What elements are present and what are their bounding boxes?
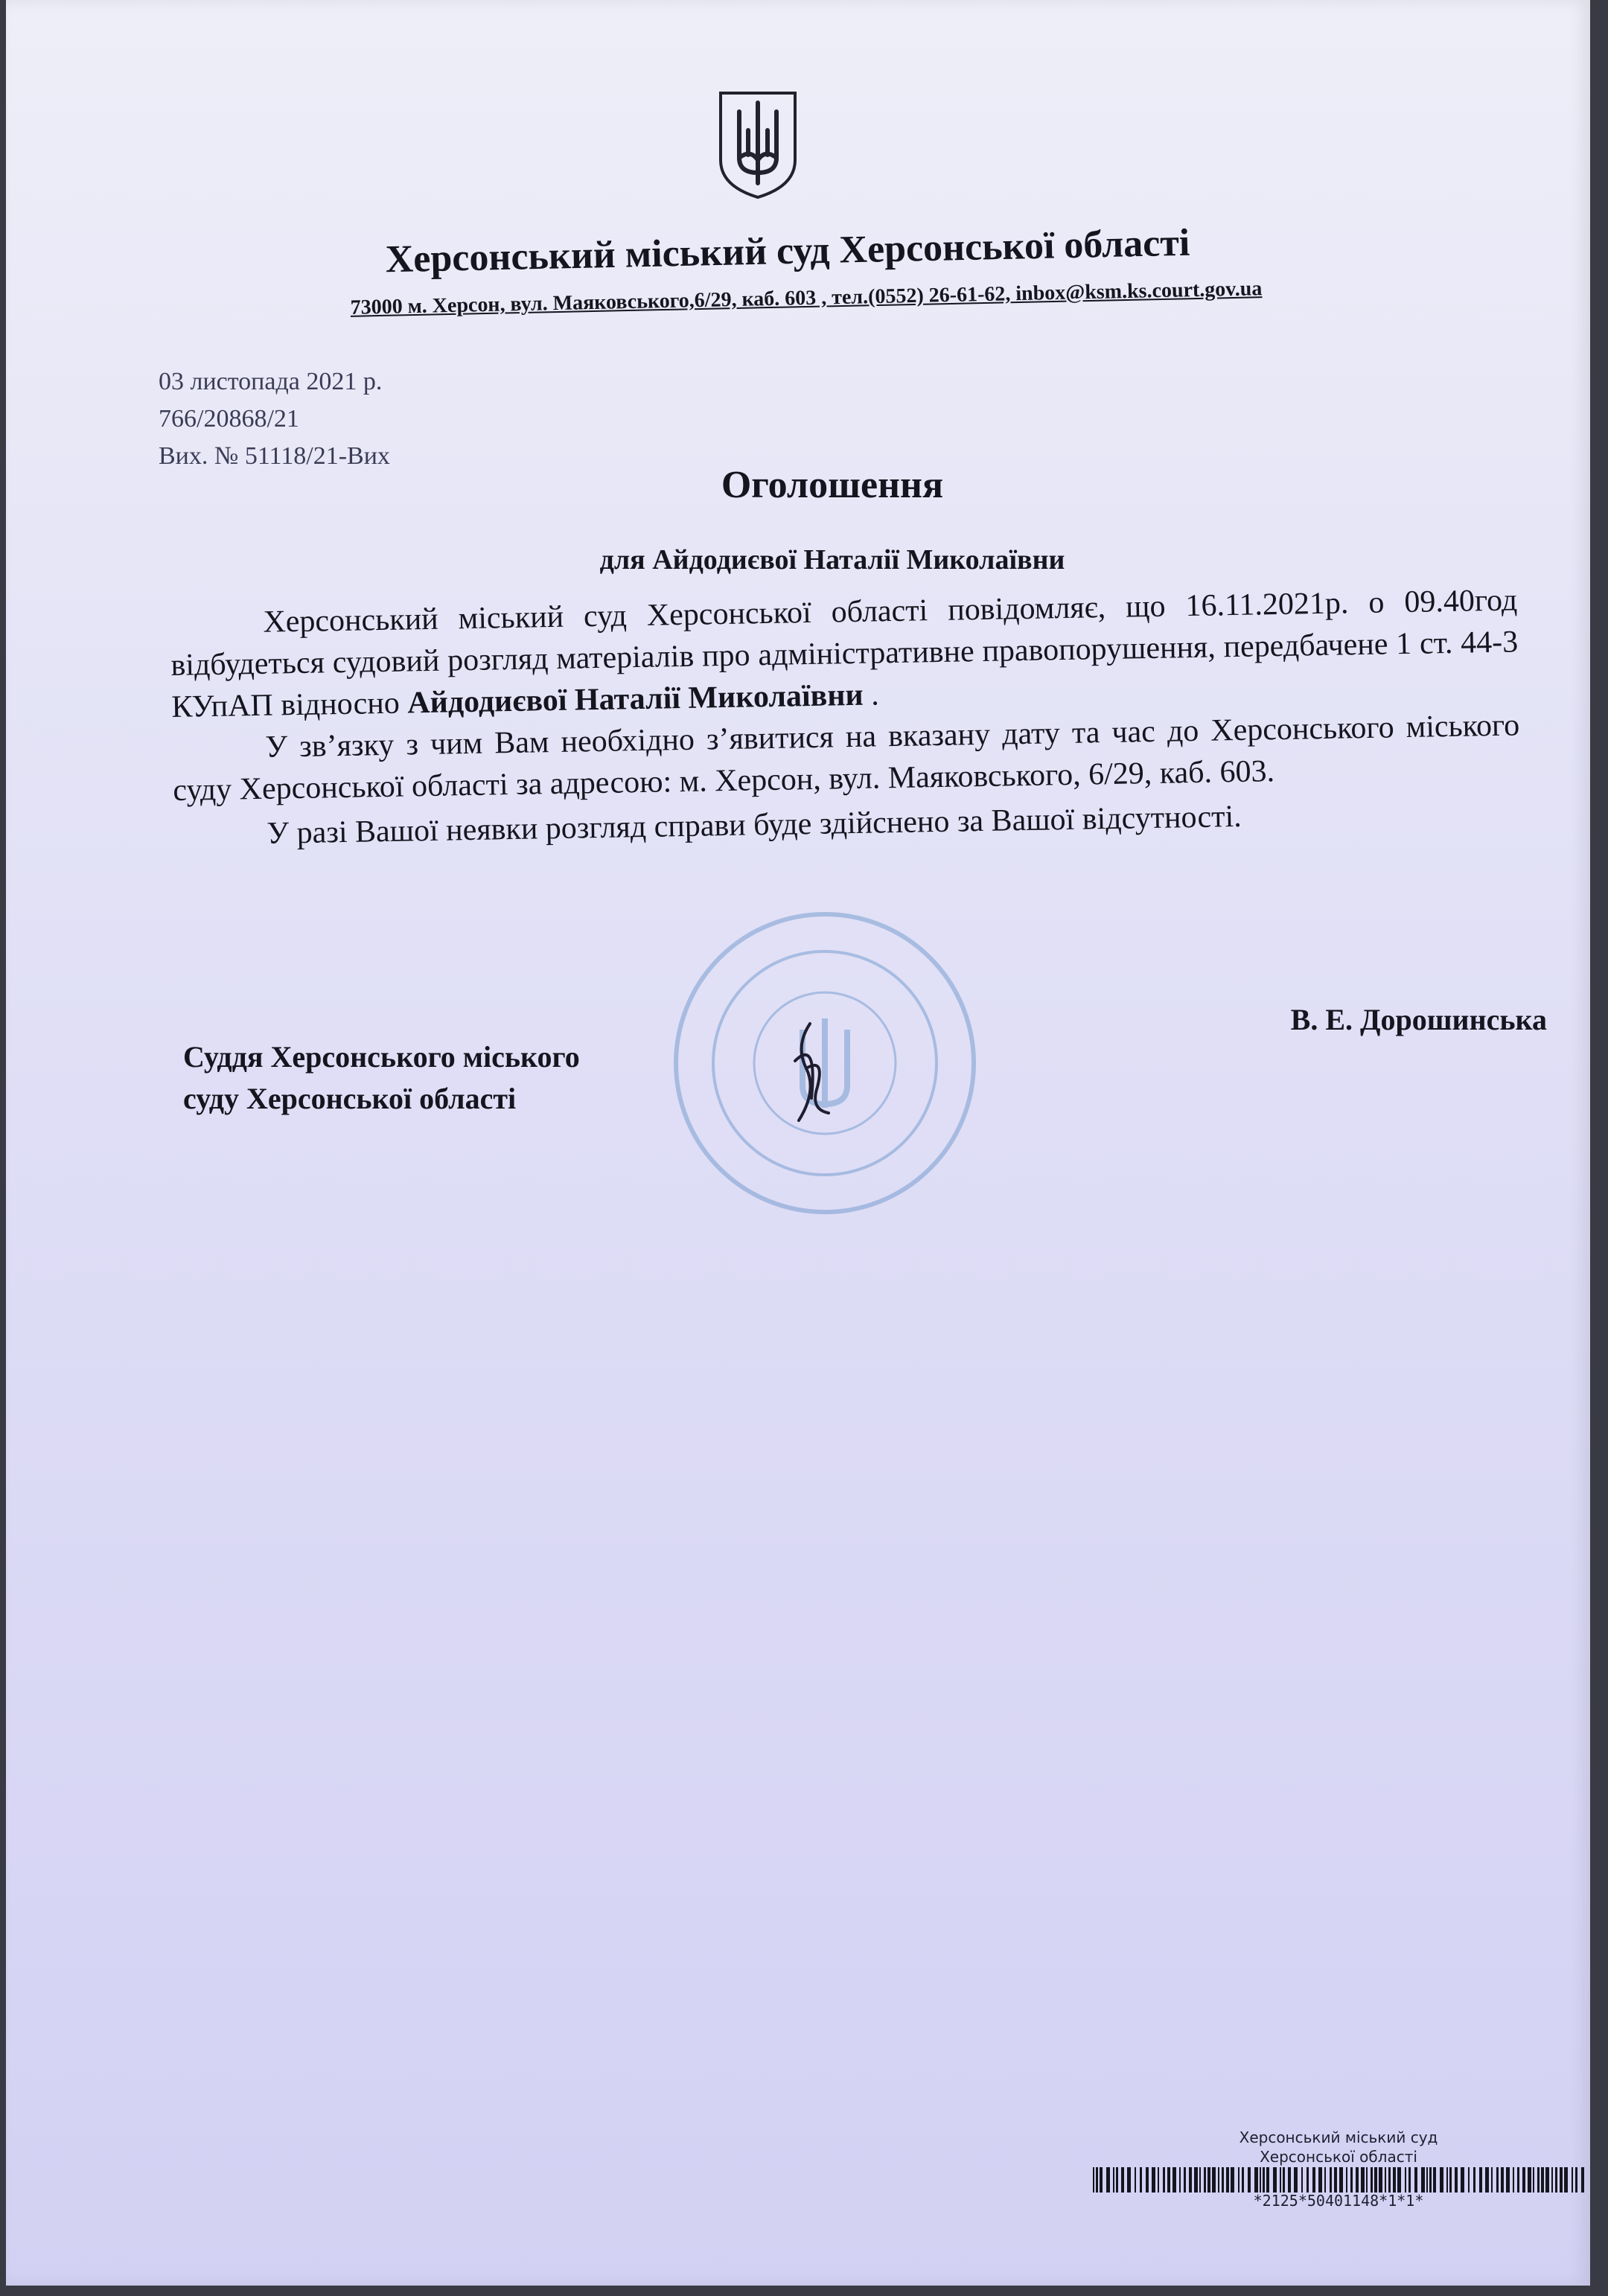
barcode-bar — [1555, 2167, 1557, 2193]
recipient-line: для Айдодиєвої Наталії Миколаївни — [599, 544, 1065, 575]
barcode-bar — [1572, 2167, 1573, 2193]
barcode-bar — [1199, 2167, 1201, 2193]
barcode-bar — [1479, 2167, 1482, 2193]
barcode-bar — [1226, 2167, 1229, 2193]
barcode-bar — [1116, 2167, 1118, 2193]
court-name: Херсонський міський суд Херсонської області — [385, 221, 1190, 281]
barcode-bar — [1301, 2167, 1303, 2193]
barcode-bar — [1560, 2167, 1563, 2193]
barcode-bar — [1294, 2167, 1298, 2193]
paragraph-hearing-text: Херсонський міський суд Херсонської області повідомляє, що 16.11.2021р. о 09.40год відбудеться судовий розгляд матеріалів про адміністративне правопорушення, передбачене 1 ст. 44-3 КУпАП відносно — [170, 583, 1519, 724]
barcode-bar — [1184, 2167, 1186, 2193]
barcode-bar — [1379, 2167, 1382, 2193]
barcode-bar — [1194, 2167, 1198, 2193]
barcode-bar — [1140, 2167, 1142, 2193]
barcode-bar — [1189, 2167, 1192, 2193]
barcode-bar — [1146, 2167, 1149, 2193]
barcode-bar — [1517, 2167, 1519, 2193]
coat-of-arms-icon — [717, 89, 799, 201]
document-meta — [159, 363, 390, 475]
barcode-bar — [1533, 2167, 1534, 2193]
barcode-bar — [1581, 2167, 1584, 2193]
barcode-bar — [1408, 2167, 1411, 2193]
barcode-bar — [1135, 2167, 1136, 2193]
barcode-bar — [1429, 2167, 1432, 2193]
barcode-bar — [1152, 2167, 1155, 2193]
barcode-bar — [1496, 2167, 1499, 2193]
document-date: 03 листопада 2021 р. — [159, 368, 383, 395]
barcode-bar — [1093, 2167, 1094, 2193]
barcode-bar — [1222, 2167, 1224, 2193]
barcode-bar — [1405, 2167, 1406, 2193]
barcode-bar — [1575, 2167, 1577, 2193]
judge-name: В. Е. Дорошинська — [1290, 1003, 1547, 1036]
barcode-bar — [1537, 2167, 1540, 2193]
barcode-bar — [1528, 2167, 1531, 2193]
barcode-bar — [1461, 2167, 1464, 2193]
paragraph-absence: У разі Вашої неявки розгляд справи буде здійснено за Вашої відсутності. — [267, 799, 1242, 851]
barcode-bar — [1254, 2167, 1258, 2193]
barcode-bar — [1288, 2167, 1291, 2193]
barcode-bar — [1350, 2167, 1353, 2193]
barcode-bar — [1263, 2167, 1265, 2193]
barcode-bar — [1421, 2167, 1425, 2193]
barcode-bar — [1158, 2167, 1159, 2193]
barcode-bar — [1096, 2167, 1098, 2193]
office-label-line1: Херсонський міський суд — [1239, 2128, 1438, 2146]
office-label-line2: Херсонської області — [1260, 2148, 1417, 2166]
barcode-bar — [1248, 2167, 1251, 2193]
barcode-bar — [1266, 2167, 1269, 2193]
barcode-bar — [1522, 2167, 1525, 2193]
barcode-bar — [1218, 2167, 1219, 2193]
barcode-bar — [1324, 2167, 1326, 2193]
barcode-bar — [1491, 2167, 1493, 2193]
paragraph-hearing-end: . — [863, 677, 880, 712]
barcode-bar — [1551, 2167, 1553, 2193]
barcode-bar — [1356, 2167, 1359, 2193]
barcode-bar — [1100, 2167, 1103, 2193]
barcode-bar — [1283, 2167, 1285, 2193]
barcode-bar — [1485, 2167, 1489, 2193]
barcode-bar — [1385, 2167, 1386, 2193]
judge-title — [183, 1036, 580, 1120]
barcode-bar — [1433, 2167, 1436, 2193]
barcode-bar — [1501, 2167, 1504, 2193]
barcode-bar — [1172, 2167, 1176, 2193]
barcode-bar — [1564, 2167, 1568, 2193]
office-label — [1167, 2128, 1510, 2166]
barcode-bar — [1366, 2167, 1368, 2193]
barcode-bar — [1167, 2167, 1170, 2193]
barcode-bar — [1468, 2167, 1470, 2193]
barcode-bar — [1374, 2167, 1377, 2193]
barcode-bar — [1455, 2167, 1458, 2193]
barcode-bar — [1242, 2167, 1244, 2193]
outgoing-number: Вих. № 51118/21-Вих — [159, 442, 390, 470]
barcode-bar — [1397, 2167, 1401, 2193]
barcode-bar — [1260, 2167, 1261, 2193]
judge-title-line1: Суддя Херсонського міського — [183, 1040, 580, 1074]
barcode-bar — [1440, 2167, 1443, 2193]
barcode-bar — [1449, 2167, 1452, 2193]
barcode-bar — [1545, 2167, 1549, 2193]
judge-title-line2: суду Херсонської області — [183, 1082, 517, 1115]
case-number: 766/20868/21 — [159, 405, 299, 433]
barcode-number: *2125*50401148*1*1* — [1253, 2192, 1424, 2210]
barcode-bar — [1414, 2167, 1417, 2193]
barcode-bar — [1207, 2167, 1210, 2193]
barcode-bar — [1106, 2167, 1110, 2193]
barcode-bar — [1179, 2167, 1181, 2193]
barcode-bar — [1204, 2167, 1206, 2193]
document-page — [6, 0, 1590, 2286]
barcode-bar — [1312, 2167, 1315, 2193]
barcode-bar — [1506, 2167, 1510, 2193]
barcode-icon — [1093, 2167, 1588, 2193]
barcode-bar — [1231, 2167, 1234, 2193]
barcode-bar — [1339, 2167, 1343, 2193]
barcode-bar — [1473, 2167, 1475, 2193]
barcode-bar — [1273, 2167, 1277, 2193]
barcode-bar — [1212, 2167, 1216, 2193]
barcode-bar — [1541, 2167, 1544, 2193]
barcode-bar — [1361, 2167, 1365, 2193]
barcode-bar — [1426, 2167, 1428, 2193]
barcode-bar — [1113, 2167, 1114, 2193]
barcode-bar — [1388, 2167, 1391, 2193]
barcode-bar — [1306, 2167, 1309, 2193]
barcode-bar — [1121, 2167, 1124, 2193]
signature-icon — [765, 1016, 855, 1128]
barcode-bar — [1513, 2167, 1514, 2193]
barcode-bar — [1446, 2167, 1448, 2193]
barcode-bar — [1318, 2167, 1322, 2193]
barcode-bar — [1127, 2167, 1131, 2193]
announcement-body — [170, 579, 1522, 856]
paragraph-appearance: У зв’язку з чим Вам необхідно з’явитися на вказану дату та час до Херсонського міського суду Херсонської області за адресою: м. Херсон, вул. Маяковського, 6/29, каб. 603. — [172, 708, 1520, 808]
barcode-bar — [1280, 2167, 1281, 2193]
barcode-bar — [1163, 2167, 1165, 2193]
paragraph-hearing — [170, 579, 1519, 728]
court-address: 73000 м. Херсон, вул. Маяковського,6/29, каб. 603 , тел.(0552) 26-61-62, inbox@ksm.ks.court.gov.ua — [350, 277, 1263, 319]
page-title: Оголошення — [721, 464, 944, 506]
barcode-bar — [1334, 2167, 1337, 2193]
barcode-bar — [1238, 2167, 1240, 2193]
barcode-bar — [1371, 2167, 1373, 2193]
barcode-bar — [1346, 2167, 1347, 2193]
barcode-bar — [1393, 2167, 1396, 2193]
defendant-name: Айдодиєвої Наталії Миколаївни — [406, 677, 864, 721]
barcode-bar — [1330, 2167, 1332, 2193]
